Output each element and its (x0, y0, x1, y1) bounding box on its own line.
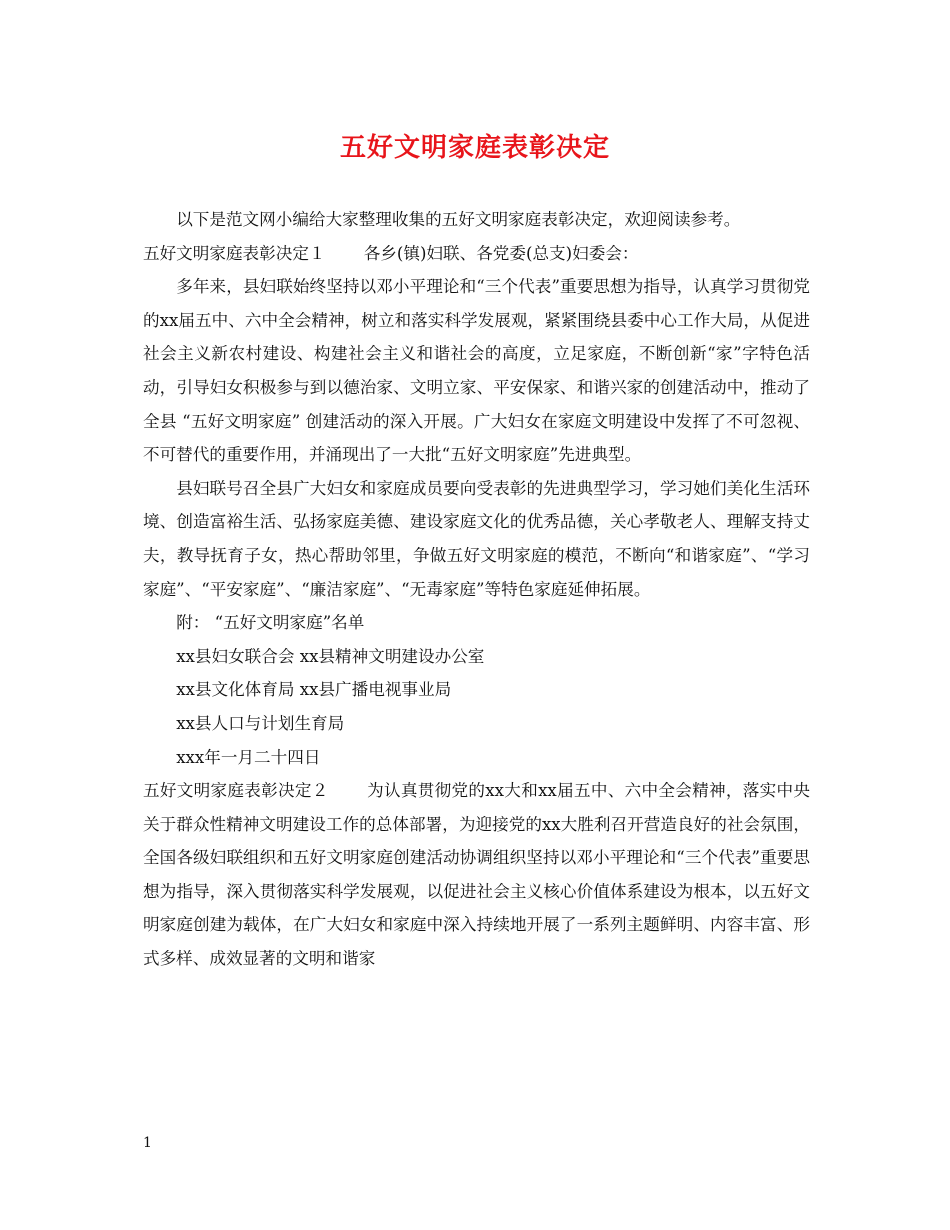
paragraph-2: 县妇联号召全县广大妇女和家庭成员要向受表彰的先进典型学习，学习她们美化生活环境、创造富裕生活、弘扬家庭美德、建设家庭文化的优秀品德，关心孝敬老人、理解支持丈夫，教导抚育子女，热心帮助邻里，争做五好文明家庭的模范，不断向“和谐家庭”、“学习家庭”、“平安家庭”、“廉洁家庭”、“无毒家庭”等特色家庭延伸拓展。 (143, 478, 810, 599)
section2-paragraph (143, 774, 810, 976)
attachment-line: 附： “五好文明家庭”名单 (176, 613, 365, 633)
section1-heading: 五好文明家庭表彰决定１ (143, 243, 326, 263)
date-line: xxx年一月二十四日 (176, 747, 321, 767)
section2-text: 为认真贯彻党的xx大和xx届五中、六中全会精神，落实中央关于群众性精神文明建设工作的总体部署，为迎接党的xx大胜利召开营造良好的社会氛围，全国各级妇联组织和五好文明家庭创建活动协调组织坚持以邓小平理论和“三个代表”重要思想为指导，深入贯彻落实科学发展观，以促进社会主义核心价值体系建设为根本，以五好文明家庭创建为载体，在广大妇女和家庭中深入持续地开展了一系列主题鲜明、内容丰富、形式多样、成效显著的文明和谐家 (143, 781, 810, 969)
section2-heading: 五好文明家庭表彰决定２ (143, 781, 329, 801)
signature-line-1: xx县妇女联合会 xx县精神文明建设办公室 (176, 646, 485, 666)
paragraph-1: 多年来，县妇联始终坚持以邓小平理论和“三个代表”重要思想为指导，认真学习贯彻党的xx届五中、六中全会精神，树立和落实科学发展观，紧紧围绕县委中心工作大局，从促进社会主义新农村建设、构建社会主义和谐社会的高度，立足家庭，不断创新“家”字特色活动，引导妇女积极参与到以德治家、文明立家、平安保家、和谐兴家的创建活动中，推动了全县 “五好文明家庭” 创建活动的深入开展。广大妇女在家庭文明建设中发挥了不可忽视、不可替代的重要作用，并涌现出了一大批“五好文明家庭”先进典型。 (143, 277, 810, 465)
page-number: 1 (143, 1135, 152, 1151)
document-title: 五好文明家庭表彰决定 (339, 133, 610, 163)
intro-paragraph: 以下是范文网小编给大家整理收集的五好文明家庭表彰决定，欢迎阅读参考。 (176, 210, 741, 229)
signature-line-3: xx县人口与计划生育局 (176, 713, 345, 733)
document-body (143, 203, 810, 976)
section1-header-line (143, 237, 810, 271)
signature-line-2: xx县文化体育局 xx县广播电视事业局 (176, 680, 452, 700)
section1-salutation: 各乡(镇)妇联、各党委(总支)妇委会： (363, 243, 639, 263)
